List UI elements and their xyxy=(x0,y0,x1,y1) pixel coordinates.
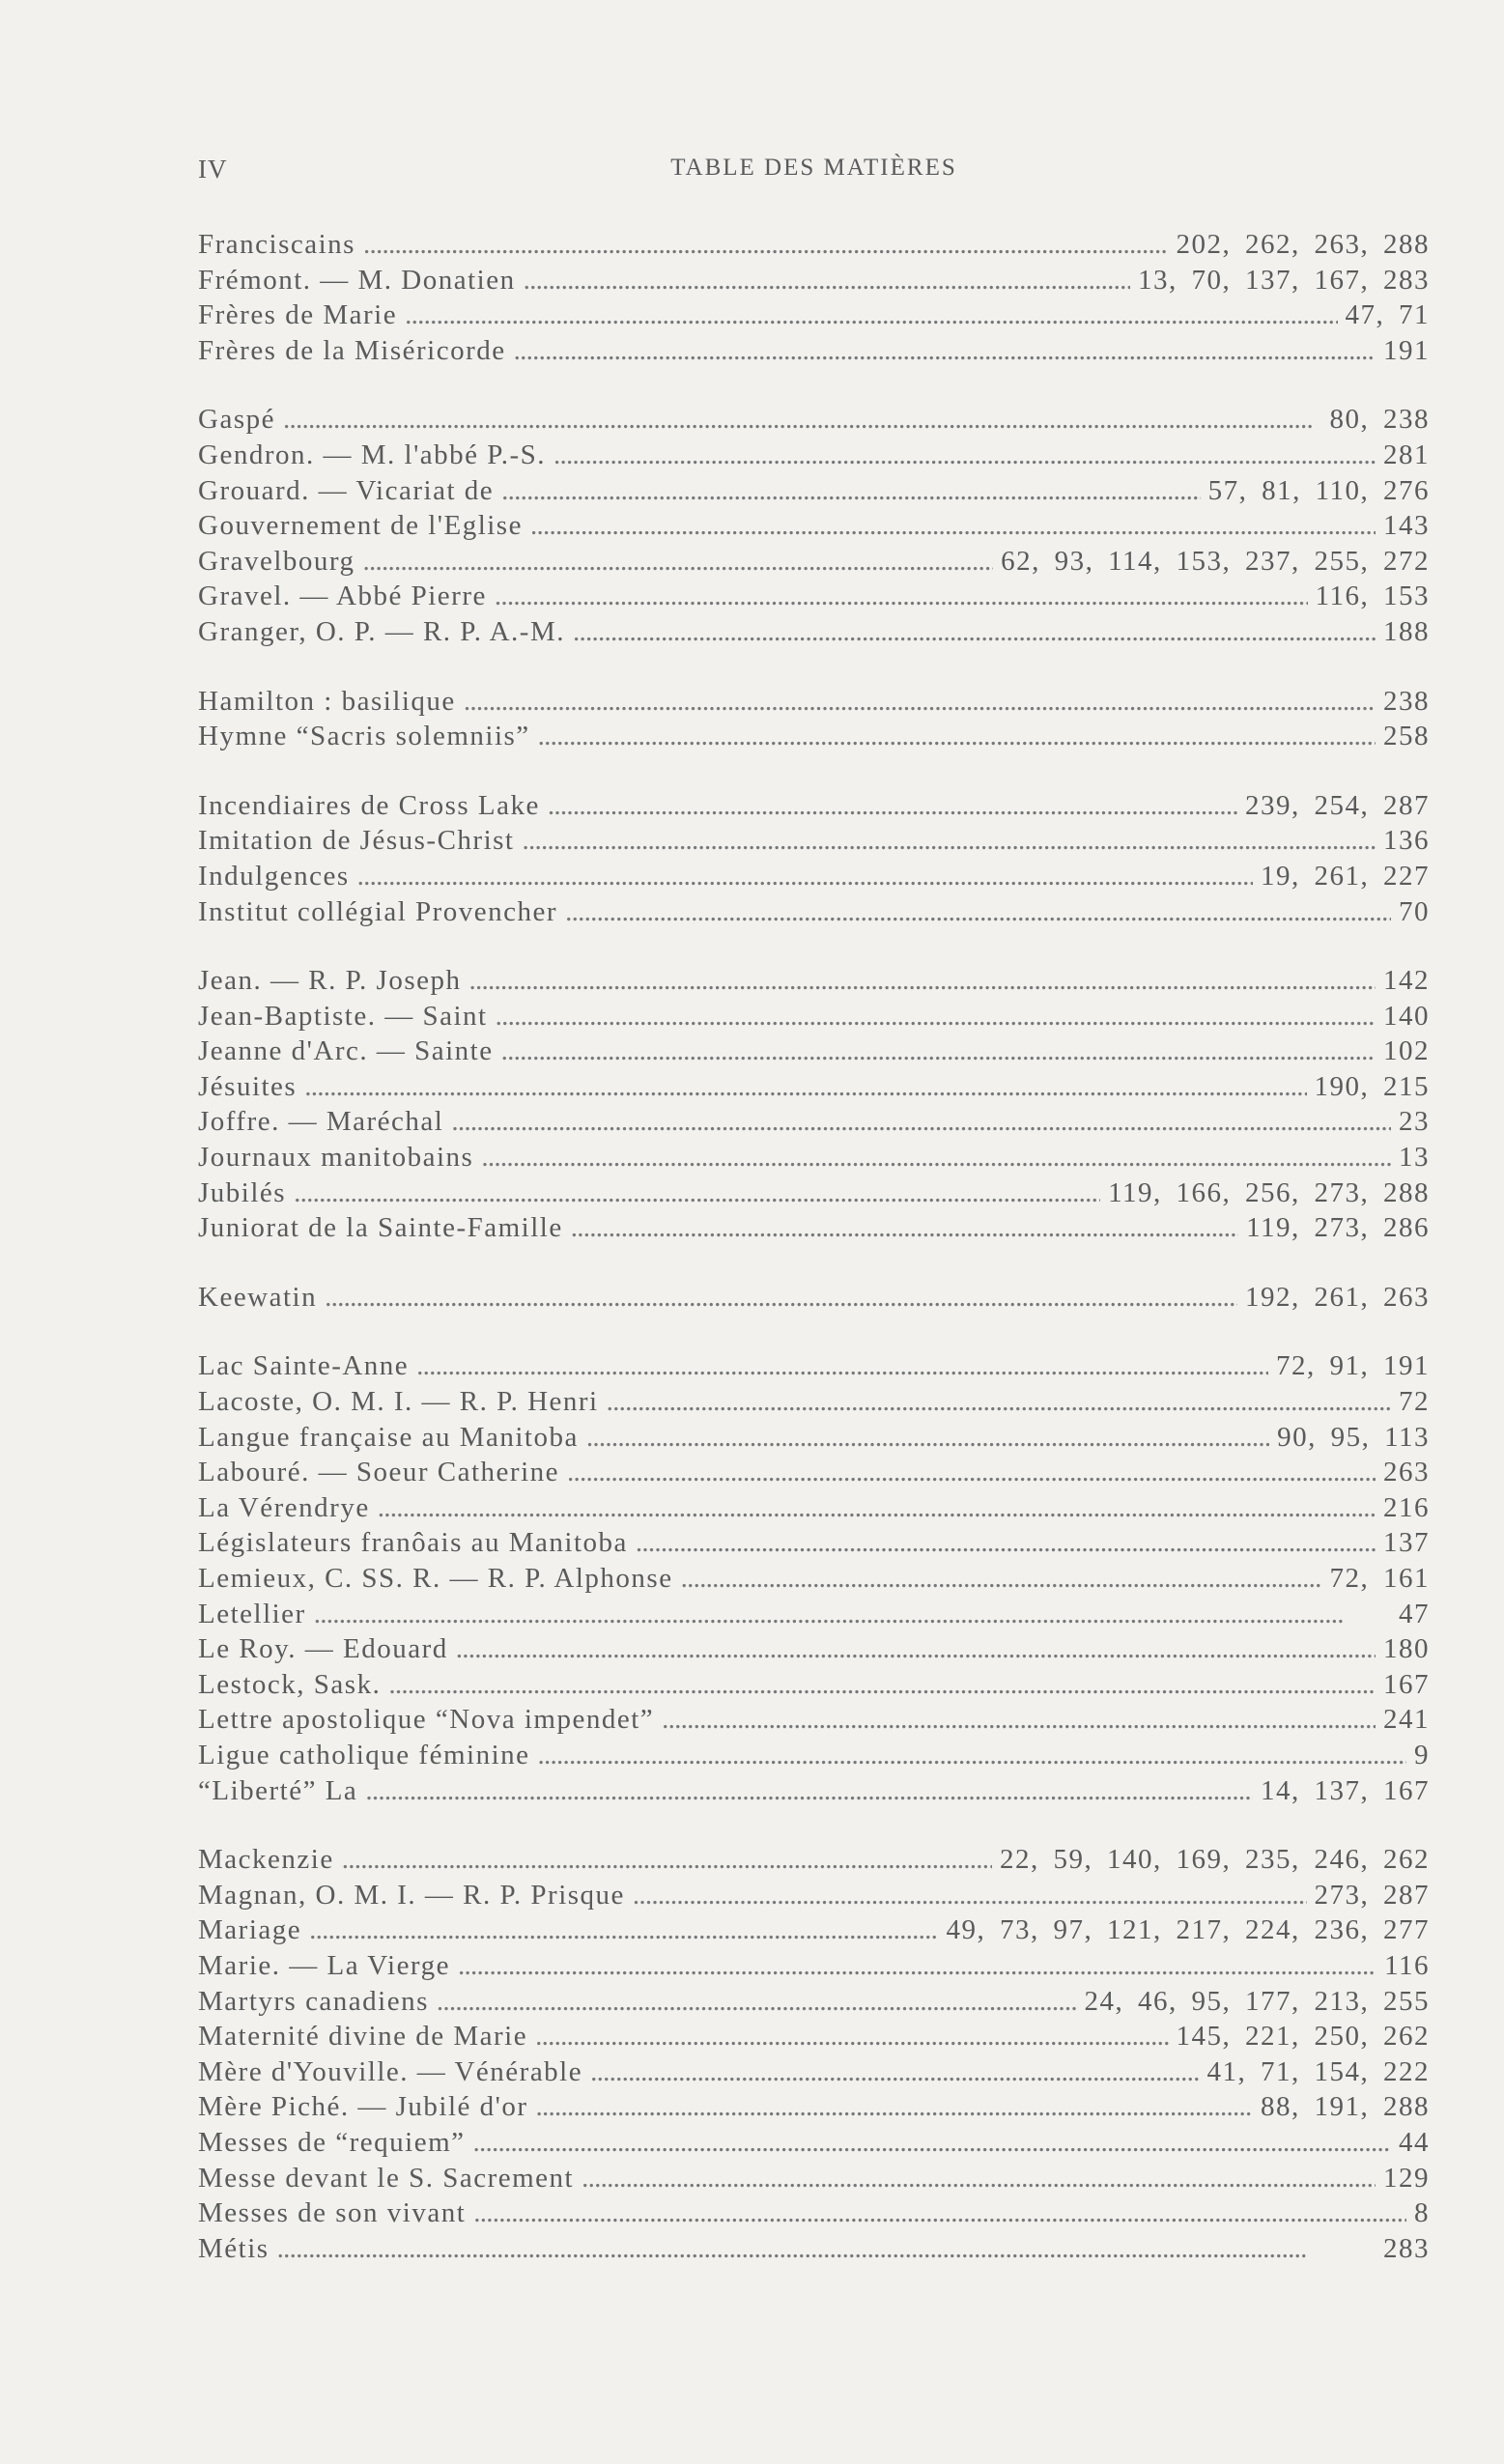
index-entry xyxy=(198,1001,1430,1036)
index-entry xyxy=(198,1071,1430,1107)
page-header xyxy=(198,155,1430,193)
page-references: 14, 137, 167 xyxy=(1261,1774,1430,1806)
dot-leader xyxy=(553,439,1376,471)
index-entry xyxy=(198,1986,1430,2022)
page-references: 90, 95, 113 xyxy=(1277,1421,1430,1453)
dot-leader xyxy=(277,2233,1376,2265)
page-references: 62, 93, 114, 153, 237, 255, 272 xyxy=(1001,545,1430,577)
index-term: Lestock, Sask. xyxy=(198,1668,382,1700)
dot-leader xyxy=(565,896,1391,928)
dot-leader xyxy=(496,1001,1376,1033)
page-references: 72, 161 xyxy=(1329,1563,1430,1594)
dot-leader xyxy=(388,1669,1376,1701)
page-references: 13 xyxy=(1399,1142,1430,1174)
index-entry xyxy=(198,896,1430,932)
index-term: Gendron. — M. l'abbé P.-S. xyxy=(198,439,546,470)
page-references: 263 xyxy=(1383,1457,1430,1488)
page-references: 80, 238 xyxy=(1329,404,1430,436)
index-term: Mère d'Youville. — Vénérable xyxy=(198,2055,583,2087)
dot-leader xyxy=(458,1950,1376,1982)
dot-leader xyxy=(309,1914,938,1946)
page-references: 273, 287 xyxy=(1314,1879,1430,1911)
index-entry xyxy=(198,1563,1430,1599)
index-entry xyxy=(198,965,1430,1001)
index-term: Marie. — La Vierge xyxy=(198,1949,450,1981)
index-entry xyxy=(198,2197,1430,2233)
dot-leader xyxy=(573,616,1376,648)
index-list xyxy=(198,229,1430,2302)
index-group xyxy=(198,686,1430,756)
index-group xyxy=(198,1282,1430,1317)
page-references: 143 xyxy=(1383,510,1430,542)
index-term: Messes de “requiem” xyxy=(198,2126,466,2158)
page-references: 258 xyxy=(1383,721,1430,752)
page-references: 116, 153 xyxy=(1315,581,1430,612)
index-term: Lemieux, C. SS. R. — R. P. Alphonse xyxy=(198,1563,673,1594)
dot-leader xyxy=(636,1527,1376,1559)
index-term: Labouré. — Soeur Catherine xyxy=(198,1457,560,1488)
dot-leader xyxy=(464,686,1376,718)
dot-leader xyxy=(357,861,1253,892)
page-references: 119, 273, 286 xyxy=(1246,1212,1430,1244)
index-term: Jésuites xyxy=(198,1070,298,1102)
index-entry xyxy=(198,581,1430,616)
dot-leader xyxy=(365,1775,1253,1807)
index-entry xyxy=(198,790,1430,826)
dot-leader xyxy=(524,265,1130,297)
index-term: Magnan, O. M. I. — R. P. Prisque xyxy=(198,1879,625,1911)
index-entry xyxy=(198,475,1430,511)
index-term: Jean-Baptiste. — Saint xyxy=(198,1000,488,1032)
page-references: 136 xyxy=(1383,825,1430,857)
index-entry xyxy=(198,1106,1430,1142)
index-term: Frères de Marie xyxy=(198,299,398,331)
index-term: Langue française au Manitoba xyxy=(198,1421,579,1453)
index-term: Letellier xyxy=(198,1598,306,1629)
index-entry xyxy=(198,404,1430,439)
index-term: Métis xyxy=(198,2232,270,2264)
dot-leader xyxy=(535,2021,1168,2053)
index-entry xyxy=(198,2056,1430,2092)
page-references: 283 xyxy=(1383,2232,1430,2264)
dot-leader xyxy=(530,510,1376,542)
dot-leader xyxy=(495,581,1308,612)
index-term: Gouvernement de l'Eglise xyxy=(198,510,523,542)
index-term: Jeanne d'Arc. — Sainte xyxy=(198,1035,494,1067)
index-term: Indulgences xyxy=(198,860,350,892)
page-references: 8 xyxy=(1414,2197,1430,2229)
dot-leader xyxy=(378,1492,1376,1524)
index-term: Le Roy. — Edouard xyxy=(198,1633,448,1665)
dot-leader xyxy=(571,1212,1238,1244)
page-references: 116 xyxy=(1384,1949,1430,1981)
index-entry xyxy=(198,1177,1430,1213)
index-entry xyxy=(198,1386,1430,1422)
page-references: 19, 261, 227 xyxy=(1261,860,1430,892)
dot-leader xyxy=(416,1350,1268,1382)
page-references: 241 xyxy=(1383,1704,1430,1736)
page-references: 70 xyxy=(1399,895,1430,927)
dot-leader xyxy=(294,1177,1100,1209)
page-references: 49, 73, 97, 121, 217, 224, 236, 277 xyxy=(946,1914,1430,1946)
index-entry xyxy=(198,825,1430,861)
index-entry xyxy=(198,616,1430,652)
index-entry xyxy=(198,1914,1430,1950)
index-entry xyxy=(198,1282,1430,1317)
page-references: 13, 70, 137, 167, 283 xyxy=(1138,264,1430,296)
page-references: 190, 215 xyxy=(1314,1070,1430,1102)
index-term: Maternité divine de Marie xyxy=(198,2021,528,2053)
index-term: Hymne “Sacris solemniis” xyxy=(198,721,530,752)
index-term: Mariage xyxy=(198,1914,302,1946)
index-entry xyxy=(198,1844,1430,1880)
index-term: Martyrs canadiens xyxy=(198,1985,429,2017)
index-term: Frémont. — M. Donatien xyxy=(198,264,516,296)
page-references: 102 xyxy=(1383,1035,1430,1067)
index-term: Institut collégial Provencher xyxy=(198,895,558,927)
index-term: Keewatin xyxy=(198,1281,318,1313)
index-entry xyxy=(198,1492,1430,1528)
page-references: 140 xyxy=(1383,1000,1430,1032)
dot-leader xyxy=(548,790,1237,822)
dot-leader xyxy=(514,335,1376,367)
page-references: 57, 81, 110, 276 xyxy=(1207,474,1430,506)
page-references: 167 xyxy=(1383,1668,1430,1700)
page-references: 41, 71, 154, 222 xyxy=(1206,2055,1430,2087)
index-group xyxy=(198,790,1430,931)
index-term: Hamilton : basilique xyxy=(198,685,456,717)
index-group xyxy=(198,965,1430,1248)
index-entry xyxy=(198,1599,1430,1634)
index-term: Lacoste, O. M. I. — R. P. Henri xyxy=(198,1386,599,1418)
page-references: 281 xyxy=(1383,439,1430,470)
index-group xyxy=(198,1844,1430,2268)
index-term: Mackenzie xyxy=(198,1844,334,1876)
index-entry xyxy=(198,510,1430,546)
index-entry xyxy=(198,2127,1430,2163)
index-term: Imitation de Jésus-Christ xyxy=(198,825,515,857)
page-references: 24, 46, 95, 177, 213, 255 xyxy=(1084,1985,1430,2017)
index-term: Jubilés xyxy=(198,1176,287,1208)
dot-leader xyxy=(451,1106,1391,1138)
dot-leader xyxy=(456,1633,1376,1665)
index-term: La Vérendrye xyxy=(198,1491,370,1523)
index-entry xyxy=(198,861,1430,896)
index-entry xyxy=(198,1142,1430,1177)
index-entry xyxy=(198,2233,1430,2269)
index-term: Ligue catholique féminine xyxy=(198,1739,530,1770)
dot-leader xyxy=(437,1986,1077,2018)
dot-leader xyxy=(481,1142,1391,1174)
index-entry xyxy=(198,299,1430,335)
index-entry xyxy=(198,1350,1430,1386)
index-term: Incendiaires de Cross Lake xyxy=(198,789,540,821)
dot-leader xyxy=(342,1844,992,1876)
dot-leader xyxy=(501,475,1200,507)
index-entry xyxy=(198,1740,1430,1775)
dot-leader xyxy=(681,1563,1322,1595)
dot-leader xyxy=(325,1282,1237,1314)
index-term: Messe devant le S. Sacrement xyxy=(198,2162,575,2194)
index-term: Lettre apostolique “Nova impendet” xyxy=(198,1704,655,1736)
page-references: 129 xyxy=(1383,2162,1430,2194)
index-entry xyxy=(198,1880,1430,1915)
index-term: Messes de son vivant xyxy=(198,2197,467,2229)
dot-leader xyxy=(536,2091,1253,2123)
page-references: 145, 221, 250, 262 xyxy=(1176,2021,1430,2053)
dot-leader xyxy=(363,229,1169,261)
index-entry xyxy=(198,229,1430,265)
index-entry xyxy=(198,2021,1430,2056)
page-references: 72 xyxy=(1399,1386,1430,1418)
dot-leader xyxy=(590,2056,1199,2088)
page-references: 216 xyxy=(1383,1491,1430,1523)
index-term: Frères de la Miséricorde xyxy=(198,334,506,366)
dot-leader xyxy=(304,1071,1306,1103)
page-references: 188 xyxy=(1383,615,1430,647)
index-entry xyxy=(198,335,1430,371)
index-entry xyxy=(198,439,1430,475)
index-term: Lac Sainte-Anne xyxy=(198,1350,410,1382)
page-references: 22, 59, 140, 169, 235, 246, 262 xyxy=(1000,1844,1430,1876)
index-term: Franciscains xyxy=(198,229,355,260)
index-term: Jean. — R. P. Joseph xyxy=(198,965,462,997)
index-entry xyxy=(198,1212,1430,1248)
dot-leader xyxy=(538,721,1376,752)
page-references: 47, 71 xyxy=(1345,299,1430,331)
dot-leader xyxy=(473,2197,1406,2229)
dot-leader xyxy=(586,1422,1269,1454)
index-group xyxy=(198,229,1430,370)
index-entry xyxy=(198,1704,1430,1740)
dot-leader xyxy=(501,1035,1376,1067)
index-entry xyxy=(198,265,1430,300)
dot-leader xyxy=(633,1880,1307,1912)
dot-leader xyxy=(582,2163,1376,2195)
index-term: “Liberté” La xyxy=(198,1774,358,1806)
index-term: Gaspé xyxy=(198,404,275,436)
dot-leader xyxy=(473,2127,1391,2159)
index-entry xyxy=(198,686,1430,722)
index-entry xyxy=(198,1950,1430,1986)
index-term: Juniorat de la Sainte-Famille xyxy=(198,1212,563,1244)
index-term: Gravelbourg xyxy=(198,545,355,577)
index-entry xyxy=(198,1775,1430,1811)
dot-leader xyxy=(468,965,1376,997)
page-references: 9 xyxy=(1414,1739,1430,1770)
running-title: TABLE DES MATIÈRES xyxy=(670,155,957,181)
index-term: Gravel. — Abbé Pierre xyxy=(198,581,487,612)
index-entry xyxy=(198,546,1430,581)
index-entry xyxy=(198,1422,1430,1458)
page-references: 47 xyxy=(1399,1598,1430,1629)
dot-leader xyxy=(662,1704,1376,1736)
dot-leader xyxy=(283,404,1322,436)
page-references: 44 xyxy=(1399,2126,1430,2158)
dot-leader xyxy=(522,825,1376,857)
index-entry xyxy=(198,1035,1430,1071)
index-entry xyxy=(198,1527,1430,1563)
dot-leader xyxy=(567,1457,1376,1488)
dot-leader xyxy=(538,1740,1406,1771)
index-term: Législateurs franôais au Manitoba xyxy=(198,1527,628,1559)
index-group xyxy=(198,404,1430,651)
dot-leader xyxy=(363,546,994,578)
page-references: 142 xyxy=(1383,965,1430,997)
page-references: 202, 262, 263, 288 xyxy=(1176,229,1430,260)
page-references: 238 xyxy=(1383,685,1430,717)
index-entry xyxy=(198,2163,1430,2198)
index-entry xyxy=(198,2091,1430,2127)
index-term: Mère Piché. — Jubilé d'or xyxy=(198,2091,528,2123)
index-term: Granger, O. P. — R. P. A.-M. xyxy=(198,615,565,647)
page-references: 23 xyxy=(1399,1106,1430,1138)
page-number: IV xyxy=(198,155,228,184)
index-entry xyxy=(198,1633,1430,1669)
page-references: 192, 261, 263 xyxy=(1245,1281,1430,1313)
dot-leader xyxy=(314,1599,1391,1630)
index-entry xyxy=(198,1457,1430,1492)
page-references: 180 xyxy=(1383,1633,1430,1665)
dot-leader xyxy=(405,299,1337,331)
page-references: 88, 191, 288 xyxy=(1261,2091,1430,2123)
page-references: 191 xyxy=(1383,334,1430,366)
dot-leader xyxy=(607,1386,1391,1418)
page-references: 239, 254, 287 xyxy=(1245,789,1430,821)
index-term: Journaux manitobains xyxy=(198,1142,474,1174)
page-references: 72, 91, 191 xyxy=(1276,1350,1430,1382)
page-references: 119, 166, 256, 273, 288 xyxy=(1108,1176,1430,1208)
index-term: Grouard. — Vicariat de xyxy=(198,474,495,506)
index-term: Joffre. — Maréchal xyxy=(198,1106,444,1138)
index-entry xyxy=(198,1669,1430,1705)
index-group xyxy=(198,1350,1430,1810)
index-entry xyxy=(198,721,1430,756)
page-references: 137 xyxy=(1383,1527,1430,1559)
